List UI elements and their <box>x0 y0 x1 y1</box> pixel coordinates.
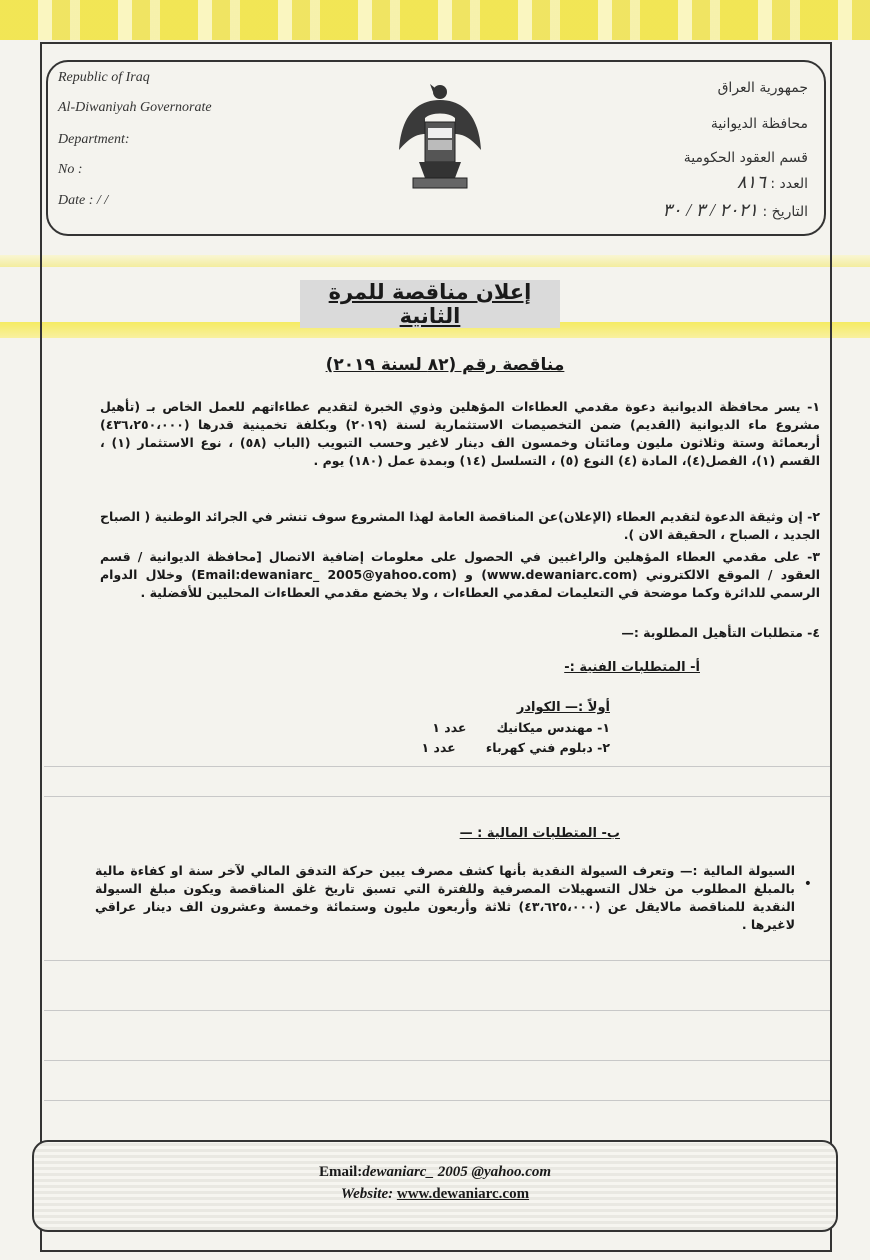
scan-line <box>44 796 830 797</box>
footer-website <box>0 1186 870 1203</box>
header-ar-date-value: ٢٠٢١ / ٣ / ٣٠ <box>662 200 759 220</box>
footer-email <box>0 1164 870 1181</box>
header-en-no: No : <box>58 162 83 177</box>
scan-line <box>44 766 830 767</box>
scan-line <box>44 1010 830 1011</box>
bullet-icon: • <box>803 876 812 892</box>
paragraph-4: ٤- متطلبات التأهيل المطلوبة :— <box>621 625 820 640</box>
header-en-department: Department: <box>58 132 130 147</box>
header-ar-date-label: التاريخ : <box>762 204 808 220</box>
tender-number: مناقصة رقم (٨٢ لسنة ٢٠١٩) <box>325 355 565 375</box>
technical-requirements-heading: أ- المتطلبات الفنية :- <box>564 660 700 675</box>
scan-line <box>44 960 830 961</box>
staff-row-1 <box>432 720 610 735</box>
header-ar-no <box>737 172 808 193</box>
header-ar-governorate: محافظة الديوانية <box>710 116 808 132</box>
announcement-title: إعلان مناقصة للمرة الثانية <box>300 280 560 328</box>
header-ar-republic: جمهورية العراق <box>717 80 808 96</box>
paragraph-3: ٣- على مقدمي العطاء المؤهلين والراغبين في الحصول على معلومات إضافية الاتصال [محافظة الديوانية / قسم العقود / الموقع الالكتروني (www.dewaniarc.com) و (Email:dewaniarc_ 2005@yahoo.com) وخلال الدوام الرسمي للدائرة وكما موضحة في التعليمات لمقدمي العطاءات ، ولا يخضع مقدمي العطاءات المحليين للأفضلية . <box>100 549 820 600</box>
header-ar-no-value: ٨١٦ <box>736 172 766 192</box>
staff-count: عدد ١ <box>432 720 467 735</box>
financial-liquidity-text: السيولة المالية :— وتعرف السيولة النقدية بأنها كشف مصرف يبين حركة التدفق المالي لآخر سنة او كفاءة مالية بالمبلغ المطلوب من خلال التسهيلات المصرفية وللفترة التي تسبق تاريخ غلق المناقصة ويكون مبلغ السيولة النقدية للمناقصة مالايقل عن (٤٣،٦٢٥،٠٠٠) ثلاثة وأربعون مليون وستمائة وخمسة وعشرون الف دينار عراقي لاغيرها . <box>95 863 796 932</box>
staff-role: ٢- دبلوم فني كهرباء <box>485 740 610 755</box>
financial-requirements-heading: ب- المتطلبات المالية : — <box>459 826 620 841</box>
header-en-governorate: Al-Diwaniyah Governorate <box>58 100 212 115</box>
header-ar-no-label: العدد : <box>770 176 808 192</box>
scan-line <box>44 1060 830 1061</box>
staff-role: ١- مهندس ميكانيك <box>496 720 610 735</box>
scan-line <box>44 1100 830 1101</box>
paragraph-2: ٢- إن وثيقة الدعوة لتقديم العطاء (الإعلان)عن المناقصة العامة لهذا المشروع سوف تنشر في الجرائد الوطنية ( الصباح الجديد ، الصباح ، الحقيقة الان ). <box>100 509 820 542</box>
header-en-date: Date : / / <box>58 193 109 208</box>
header-en-republic: Republic of Iraq <box>58 70 150 85</box>
scan-yellow-artifact-top <box>0 0 870 40</box>
header-ar-department: قسم العقود الحكومية <box>683 150 808 166</box>
staff-row-2 <box>422 740 610 755</box>
header-ar-date <box>662 200 808 221</box>
footer-website-link[interactable]: www.dewaniarc.com <box>396 1186 530 1202</box>
iraq-eagle-emblem-icon <box>395 78 485 198</box>
footer-website-label: Website: <box>340 1186 394 1202</box>
staff-heading: أولاً :— الكوادر <box>516 700 610 715</box>
paragraph-1: ١- يسر محافظة الديوانية دعوة مقدمي العطاءات المؤهلين وذوي الخبرة لتقديم عطاءاتهم للعمل الخاص بـ (تأهيل مشروع ماء الديوانية (القديم) ضمن التخصيصات الاستثمارية لسنة (٢٠١٩) وبكلفة تخمينية قدرها (٤٣٦،٢٥٠،٠٠٠) أربعمائة وستة وثلاثون مليون ومائتان وخمسون الف دينار لاغير وحسب التبويب (الباب (٥٨) ، نوع الاستثمار (١) ، القسم (١)، الفصل(٤)، المادة (٤) النوع (٥) ، التسلسل (١٤) وبمدة عمل (١٨٠) يوم . <box>100 399 820 468</box>
footer-email-label: Email: <box>318 1164 363 1180</box>
footer-email-value[interactable]: dewaniarc_ 2005 @yahoo.com <box>362 1164 552 1180</box>
staff-count: عدد ١ <box>421 740 456 755</box>
